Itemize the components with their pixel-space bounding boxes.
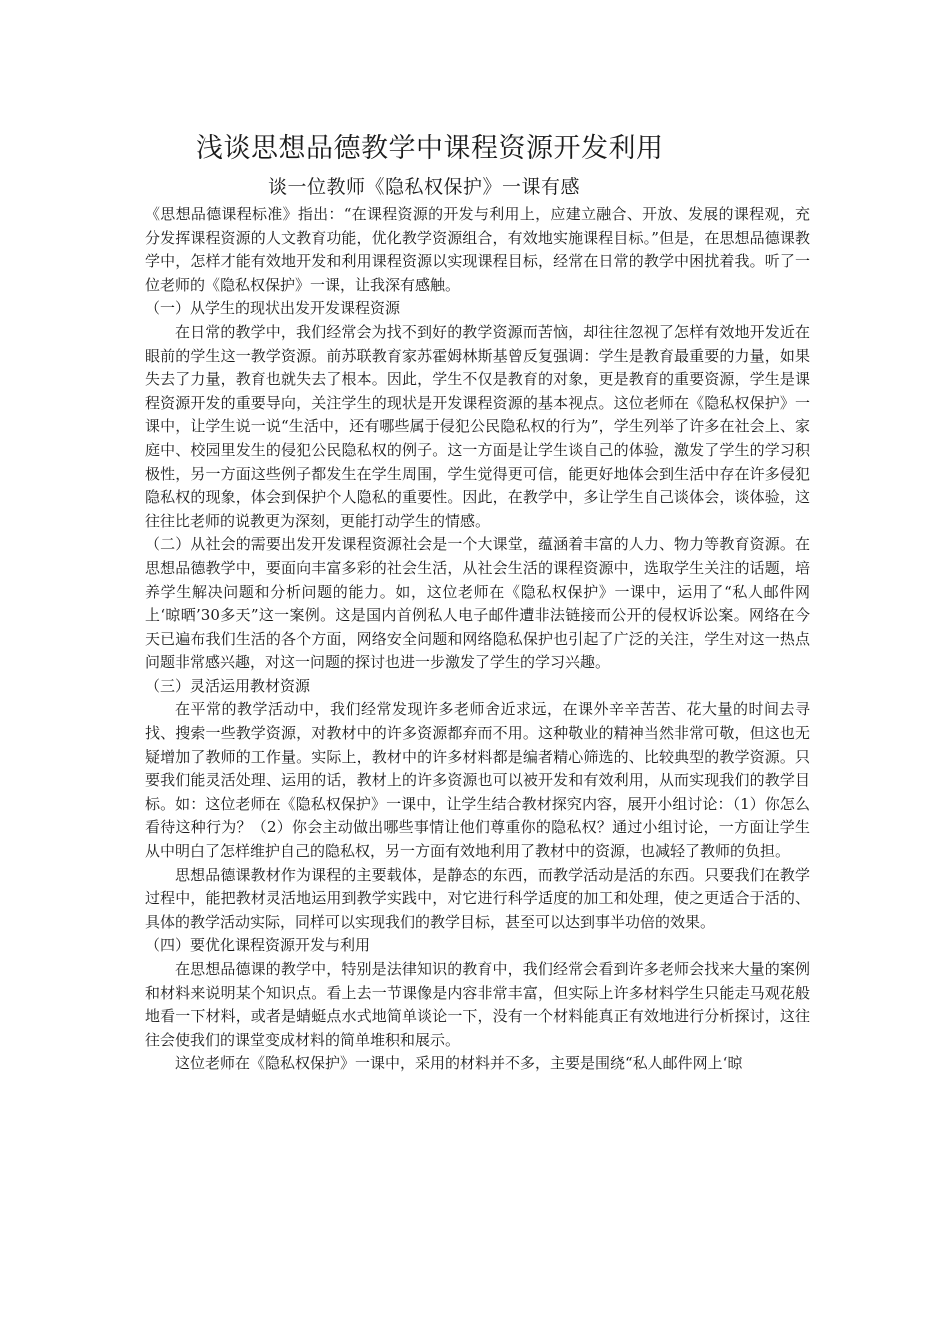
section-heading: （二）从社会的需要出发开发课程资源社会是一个大课堂，蕴涵着丰富的人力、物力等教育资源。在思想品德教学中，要面向丰富多彩的社会生活，从社会生活的课程资源中，选取学生关注的话题，培养学生解决问题和分析问题的能力。如，这位老师在《隐私权保护》一课中，运用了“私人邮件网上‘晾晒’30多天”这一案例。这是国内首例私人电子邮件遭非法链接而公开的侵权诉讼案。网络在今天已遍布我们生活的各个方面，网络安全问题和网络隐私保护也引起了广泛的关注，学生对这一热点问题非常感兴趣，对这一问题的探讨也进一步激发了学生的学习兴趣。 [145,535,810,672]
body-paragraph: 在平常的教学活动中，我们经常发现许多老师舍近求远，在课外辛辛苦苦、花大量的时间去寻找、搜索一些教学资源，对教材中的许多资源都弃而不用。这种敬业的精神当然非常可敬，但这也无疑增加了教师的工作量。实际上，教材中的许多材料都是编者精心筛选的、比较典型的教学资源。只要我们能灵活处理、运用的话，教材上的许多资源也可以被开发和有效利用，从而实现我们的教学目标。如：这位老师在《隐私权保护》一课中，让学生结合教材探究内容，展开小组讨论：（1）你怎么看待这种行为？（2）你会主动做出哪些事情让他们尊重你的隐私权？通过小组讨论，一方面让学生从中明白了怎样维护自己的隐私权，另一方面有效地利用了教材中的资源，也减轻了教师的负担。 [145,700,810,861]
section-heading: （一）从学生的现状出发开发课程资源 [145,299,401,318]
body-paragraph: 这位老师在《隐私权保护》一课中，采用的材料并不多，主要是围绕“私人邮件网上‘晾 [175,1054,743,1073]
document-subtitle: 谈一位教师《隐私权保护》一课有感 [268,176,581,198]
body-paragraph: 思想品德课教材作为课程的主要载体，是静态的东西，而教学活动是活的东西。只要我们在教学过程中，能把教材灵活地运用到教学实践中，对它进行科学适度的加工和处理，使之更适合于活的、具体的教学活动实际，同样可以实现我们的教学目标，甚至可以达到事半功倍的效果。 [145,865,810,931]
document-body [145,203,810,1076]
body-paragraph: 在思想品德课的教学中，特别是法律知识的教育中，我们经常会看到许多老师会找来大量的案例和材料来说明某个知识点。看上去一节课像是内容非常丰富，但实际上许多材料学生只能走马观花般地看一下材料，或者是蜻蜓点水式地简单谈论一下，没有一个材料能真正有效地进行分析探讨，这往往会使我们的课堂变成材料的简单堆积和展示。 [145,960,810,1049]
section-heading: （四）要优化课程资源开发与利用 [145,936,371,955]
document-title: 浅谈思想品德教学中课程资源开发利用 [196,133,664,164]
body-paragraph: 在日常的教学中，我们经常会为找不到好的教学资源而苦恼，却往往忽视了怎样有效地开发近在眼前的学生这一教学资源。前苏联教育家苏霍姆林斯基曾反复强调：学生是教育最重要的力量，如果失去了力量，教育也就失去了根本。因此，学生不仅是教育的对象，更是教育的重要资源，学生是课程资源开发的重要导向，关注学生的现状是开发课程资源的基本视点。这位老师在《隐私权保护》一课中，让学生说一说“生活中，还有哪些属于侵犯公民隐私权的行为”，学生列举了许多在社会上、家庭中、校园里发生的侵犯公民隐私权的例子。这一方面是让学生谈自己的体验，激发了学生的学习积极性，另一方面这些例子都发生在学生周围，学生觉得更可信，能更好地体会到生活中存在许多侵犯隐私权的现象，体会到保护个人隐私的重要性。因此，在教学中，多让学生自己谈体会，谈体验，这往往比老师的说教更为深刻，更能打动学生的情感。 [145,322,810,530]
section-heading: （三）灵活运用教材资源 [145,676,311,695]
body-paragraph: 《思想品德课程标准》指出：“在课程资源的开发与利用上，应建立融合、开放、发展的课程观，充分发挥课程资源的人文教育功能，优化教学资源组合，有效地实施课程目标。”但是，在思想品德课教学中，怎样才能有效地开发和利用课程资源以实现课程目标，经常在日常的教学中困扰着我。听了一位老师的《隐私权保护》一课，让我深有感触。 [145,205,810,294]
